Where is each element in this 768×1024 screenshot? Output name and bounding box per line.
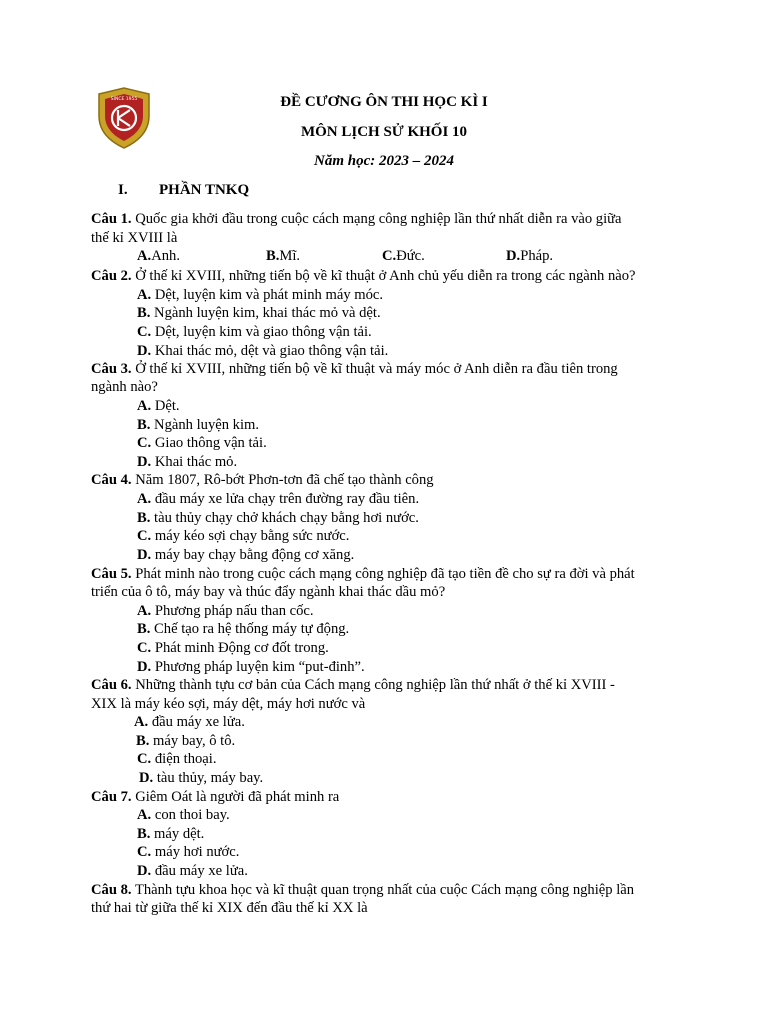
- question-5-option-b: B. Chế tạo ra hệ thống máy tự động.: [137, 621, 350, 637]
- question-7-option-b: B. máy dệt.: [137, 826, 205, 842]
- question-1-cont: thế kỉ XVIII là: [91, 230, 178, 246]
- question-6-option-b: B. máy bay, ô tô.: [136, 733, 236, 749]
- question-7: Câu 7. Giêm Oát là người đã phát minh ra: [91, 789, 340, 805]
- question-7-option-d: D. đầu máy xe lửa.: [137, 863, 248, 879]
- school-year: Năm học: 2023 – 2024: [314, 153, 454, 169]
- question-4-option-d: D. máy bay chạy bằng động cơ xăng.: [137, 547, 355, 563]
- section-heading: [118, 182, 249, 199]
- question-4: Câu 4. Năm 1807, Rô-bớt Phơn-tơn đã chế tạo thành công: [91, 472, 434, 488]
- section-title: PHẦN TNKQ: [159, 182, 250, 198]
- question-7-option-a: A. con thoi bay.: [137, 807, 230, 823]
- option-b: B. Mĩ.: [266, 248, 301, 264]
- question-3: Câu 3. Ở thế kỉ XVIII, những tiến bộ về kĩ thuật và máy móc ở Anh diễn ra đầu tiên trong: [91, 361, 618, 377]
- question-3-cont: ngành nào?: [91, 379, 158, 395]
- question-3-option-a: A. Dệt.: [137, 398, 180, 414]
- question-6-option-c: C. điện thoại.: [137, 751, 217, 767]
- question-3-option-c: C. Giao thông vận tải.: [137, 435, 267, 451]
- question-2-option-c: C. Dệt, luyện kim và giao thông vận tải.: [137, 324, 372, 340]
- question-5: Câu 5. Phát minh nào trong cuộc cách mạng công nghiệp đã tạo tiền đề cho sự ra đời và phát: [91, 566, 635, 582]
- question-5-option-a: A. Phương pháp nấu than cốc.: [137, 603, 314, 619]
- question-5-option-c: C. Phát minh Động cơ đốt trong.: [137, 640, 329, 656]
- document-title: ĐỀ CƯƠNG ÔN THI HỌC KÌ I: [280, 94, 488, 110]
- question-6-option-a: A. đầu máy xe lửa.: [134, 714, 245, 730]
- question-6: Câu 6. Những thành tựu cơ bản của Cách mạng công nghiệp lần thứ nhất ở thế kỉ XVIII -: [91, 677, 615, 693]
- option-d: D. Pháp.: [506, 248, 554, 264]
- svg-text:SINCE 1955: SINCE 1955: [110, 97, 138, 102]
- question-4-option-a: A. đầu máy xe lửa chạy trên đường ray đầu tiên.: [137, 491, 420, 507]
- question-8-cont: thứ hai từ giữa thế kỉ XIX đến đầu thế kỉ XX là: [91, 900, 368, 916]
- question-6-option-d: D. tàu thủy, máy bay.: [139, 770, 264, 786]
- question-3-option-d: D. Khai thác mỏ.: [137, 454, 238, 470]
- question-4-option-b: B. tàu thủy chạy chở khách chạy bằng hơi nước.: [137, 510, 419, 526]
- question-6-cont: XIX là máy kéo sợi, máy dệt, máy hơi nước và: [91, 696, 366, 712]
- question-2-option-a: A. Dệt, luyện kim và phát minh máy móc.: [137, 287, 384, 303]
- question-8: Câu 8. Thành tựu khoa học và kĩ thuật quan trọng nhất của cuộc Cách mạng công nghiệp lần: [91, 882, 635, 898]
- question-2: Câu 2. Ở thế kỉ XVIII, những tiến bộ về kĩ thuật ở Anh chủ yếu diễn ra trong các ngành nào?: [91, 268, 636, 284]
- question-4-option-c: C. máy kéo sợi chạy bằng sức nước.: [137, 528, 350, 544]
- document-subject: MÔN LỊCH SỬ KHỐI 10: [300, 124, 468, 140]
- option-c: C. Đức.: [382, 248, 425, 264]
- question-2-option-d: D. Khai thác mỏ, dệt và giao thông vận tải.: [137, 343, 389, 359]
- question-5-option-d: D. Phương pháp luyện kim “put-đinh”.: [137, 659, 365, 675]
- question-3-option-b: B. Ngành luyện kim.: [137, 417, 260, 433]
- question-7-option-c: C. máy hơi nước.: [137, 844, 240, 860]
- question-2-option-b: B. Ngành luyện kim, khai thác mỏ và dệt.: [137, 305, 381, 321]
- question-5-cont: triển của ô tô, máy bay và thúc đẩy ngành khai thác dầu mỏ?: [91, 584, 446, 600]
- section-number: I.: [118, 182, 128, 198]
- question-1: Câu 1. Quốc gia khởi đầu trong cuộc cách mạng công nghiệp lần thứ nhất diễn ra vào giữa: [91, 211, 622, 227]
- option-a: A. Anh.: [137, 248, 180, 264]
